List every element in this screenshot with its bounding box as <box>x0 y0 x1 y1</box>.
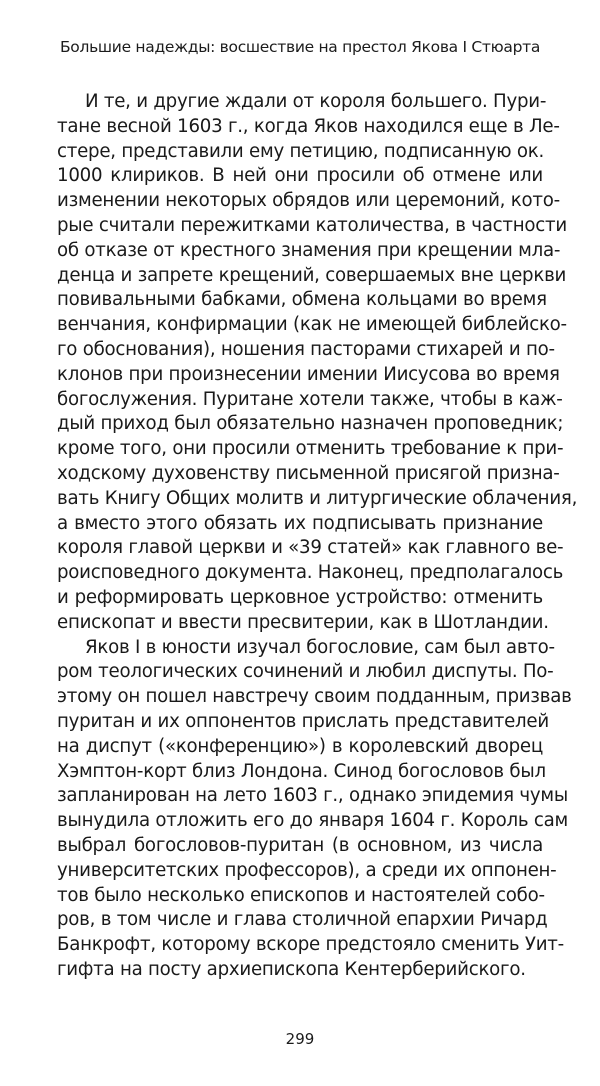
text-line: вать Книгу Общих молитв и литургические облачения, <box>57 487 578 509</box>
text-line: об отказе от крестного знамения при крещении мла- <box>57 239 561 261</box>
text-line: университетских профессоров), а среди их оппонен- <box>57 859 557 881</box>
paragraph-2 <box>57 636 572 983</box>
text-line: этому он пошел навстречу своим подданным, призвав <box>57 686 572 708</box>
text-line: И те, и другие ждали от короля большего. Пури- <box>85 91 547 112</box>
text-line: на диспут («конференцию») в королевский дворец <box>57 735 543 757</box>
text-line: ров, в том числе и глава столичной епархии Ричард <box>57 909 548 931</box>
text-line: Яков I в юности изучал богословие, сам был авто- <box>85 636 555 658</box>
text-line: стере, представили ему петицию, подписанную ок. <box>57 140 545 162</box>
running-header: Большие надежды: восшествие на престол Якова I Стюарта <box>59 38 541 56</box>
text-line: епископат и ввести пресвитерии, как в Шотландии. <box>57 611 549 633</box>
text-line: 1000 клириков. В ней они просили об отмене или <box>57 165 543 187</box>
text-line: пуритан и их оппонентов прислать представителей <box>57 710 549 732</box>
text-line: го обоснования), ношения пасторами стихарей и по- <box>57 338 555 360</box>
text-line: вынудила отложить его до января 1604 г. Король сам <box>57 810 568 832</box>
text-line: ром теологических сочинений и любил диспуты. По- <box>57 661 554 683</box>
text-line: венчания, конфирмации (как не имеющей библейско- <box>57 314 567 336</box>
text-line: денца и запрете крещений, совершаемых вне церкви <box>57 264 567 286</box>
text-line: рые считали пережитками католичества, в частности <box>57 214 567 236</box>
text-line: клонов при произнесении имении Иисусова во время <box>57 363 560 385</box>
text-line: дый приход был обязательно назначен проповедник; <box>57 413 564 435</box>
text-line: повивальными бабками, обмена кольцами во время <box>57 289 547 311</box>
text-line: а вместо этого обязать их подписывать признание <box>57 512 543 534</box>
text-line: богослужения. Пуритане хотели также, чтобы в каж- <box>57 388 563 410</box>
text-line: гифта на посту архиепископа Кентерберийского. <box>57 958 526 980</box>
text-line: Банкрофт, которому вскоре предстояло сменить Уит- <box>57 934 564 956</box>
text-line: выбрал богословов-пуритан (в основном, из числа <box>57 834 543 856</box>
text-line: роисповедного документа. Наконец, предполагалось <box>57 562 564 584</box>
text-line: и реформировать церковное устройство: отменить <box>57 586 543 608</box>
text-line: короля главой церкви и «39 статей» как главного ве- <box>57 537 564 559</box>
text-line: изменении некоторых обрядов или церемоний, кото- <box>57 190 560 212</box>
text-line: тане весной 1603 г., когда Яков находился еще в Ле- <box>57 115 560 137</box>
text-line: Хэмптон-корт близ Лондона. Синод богословов был <box>57 760 546 782</box>
body-text <box>57 90 578 983</box>
text-line: запланирован на лето 1603 г., однако эпидемия чумы <box>57 785 568 807</box>
text-line: кроме того, они просили отменить требование к при- <box>57 438 564 460</box>
text-line: тов было несколько епископов и настоятелей собо- <box>57 884 545 906</box>
text-line: ходскому духовенству письменной присягой призна- <box>57 462 560 484</box>
paragraph-1 <box>57 90 578 636</box>
page-number: 299 <box>285 1030 315 1048</box>
